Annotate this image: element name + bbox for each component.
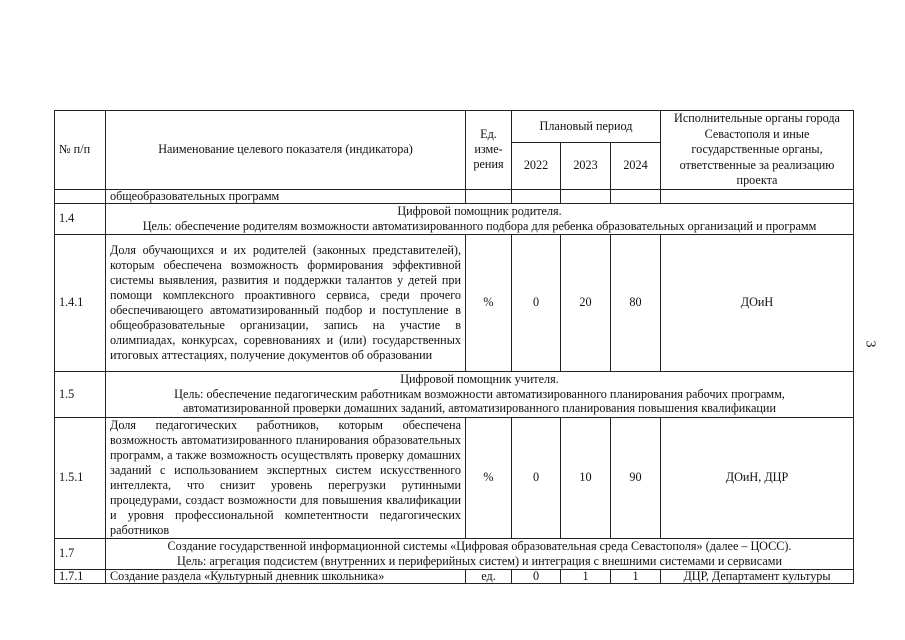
page-number: 3 xyxy=(862,340,878,348)
section-title: Создание государственной информационной системы «Цифровая образовательная среда Севастополя» (далее – ЦОСС). xyxy=(167,539,792,553)
value-2022: 0 xyxy=(512,234,561,371)
indicator-text: Доля педагогических работников, которым обеспечена возможность автоматизированного планирования образовательных программ, а также возможность осуществлять проверку домашних заданий с использованием экспертных систем искусственного интеллекта, что снизит уровень перегрузки рутинными процедурами, создаст возможности для повышения квалификации и уровня профессиональной компетентности педагогических работников xyxy=(106,417,466,538)
value-2023: 10 xyxy=(561,417,611,538)
header-num: № п/п xyxy=(55,111,106,190)
section-title: Цифровой помощник родителя. xyxy=(397,204,562,218)
unit-cell: % xyxy=(466,417,512,538)
value-2023: 20 xyxy=(561,234,611,371)
row-num: 1.4.1 xyxy=(55,234,106,371)
table-row xyxy=(55,234,854,371)
unit-cell: % xyxy=(466,234,512,371)
row-num: 1.5 xyxy=(55,371,106,417)
header-year-2024: 2024 xyxy=(611,142,661,189)
header-year-2022: 2022 xyxy=(512,142,561,189)
unit-cell: ед. xyxy=(466,569,512,583)
value-2023: 1 xyxy=(561,569,611,583)
table-row xyxy=(55,417,854,538)
executor-cell: ДОиН xyxy=(661,234,854,371)
header-executors: Исполнительные органы города Севастополя и иные государственные органы, ответственные за реализацию проекта xyxy=(661,111,854,190)
executor-cell: ДОиН, ДЦР xyxy=(661,417,854,538)
indicator-text: Доля обучающихся и их родителей (законных представителей), которым обеспечена возможность формирования эффективной системы выявления, развития и поддержки талантов у детей при помощи комплексного проактивного сервиса, среди прочего обеспечивающего автоматизированный подбор и поступление в общеобразовательные организации, запись на участие в олимпиадах, конкурсах, соревнованиях и (или) государственных итоговых аттестациях, получение документов об образовании xyxy=(106,234,466,371)
value-2022: 0 xyxy=(512,569,561,583)
row-num: 1.4 xyxy=(55,203,106,234)
table-row xyxy=(55,371,854,417)
header-plan-period: Плановый период xyxy=(512,111,661,143)
header-name: Наименование целевого показателя (индикатора) xyxy=(106,111,466,190)
table-row xyxy=(55,569,854,583)
section-goal-text: Цель: агрегация подсистем (внутренних и периферийных систем) и интеграция с внешними системами и сервисами xyxy=(177,553,782,568)
table-header-row xyxy=(55,111,854,143)
header-year-2023: 2023 xyxy=(561,142,611,189)
value-2024: 1 xyxy=(611,569,661,583)
header-unit: Ед. изме-рения xyxy=(466,111,512,190)
row-num: 1.7 xyxy=(55,538,106,569)
table-row xyxy=(55,538,854,569)
section-goal-text: Цель: обеспечение родителям возможности автоматизированного подбора для ребенка образовательных организаций и программ xyxy=(142,218,817,233)
row-num: 1.7.1 xyxy=(55,569,106,583)
section-title: Цифровой помощник учителя. xyxy=(400,372,559,387)
row-num: 1.5.1 xyxy=(55,417,106,538)
section-goal-text: Цель: обеспечение педагогическим работникам возможности автоматизированного планирования рабочих программ, автоматизированной проверки домашних заданий, автоматизированного планирования повышения квалификации xyxy=(174,386,785,416)
continuation-text: общеобразовательных программ xyxy=(106,189,466,203)
value-2024: 90 xyxy=(611,417,661,538)
executor-cell: ДЦР, Департамент культуры xyxy=(661,569,854,583)
section-goal xyxy=(106,538,854,569)
table-row xyxy=(55,203,854,234)
value-2022: 0 xyxy=(512,417,561,538)
section-goal xyxy=(106,203,854,234)
indicators-table xyxy=(54,110,854,584)
indicator-text: Создание раздела «Культурный дневник школьника» xyxy=(106,569,466,583)
value-2024: 80 xyxy=(611,234,661,371)
section-goal xyxy=(106,371,854,417)
table-row xyxy=(55,189,854,203)
